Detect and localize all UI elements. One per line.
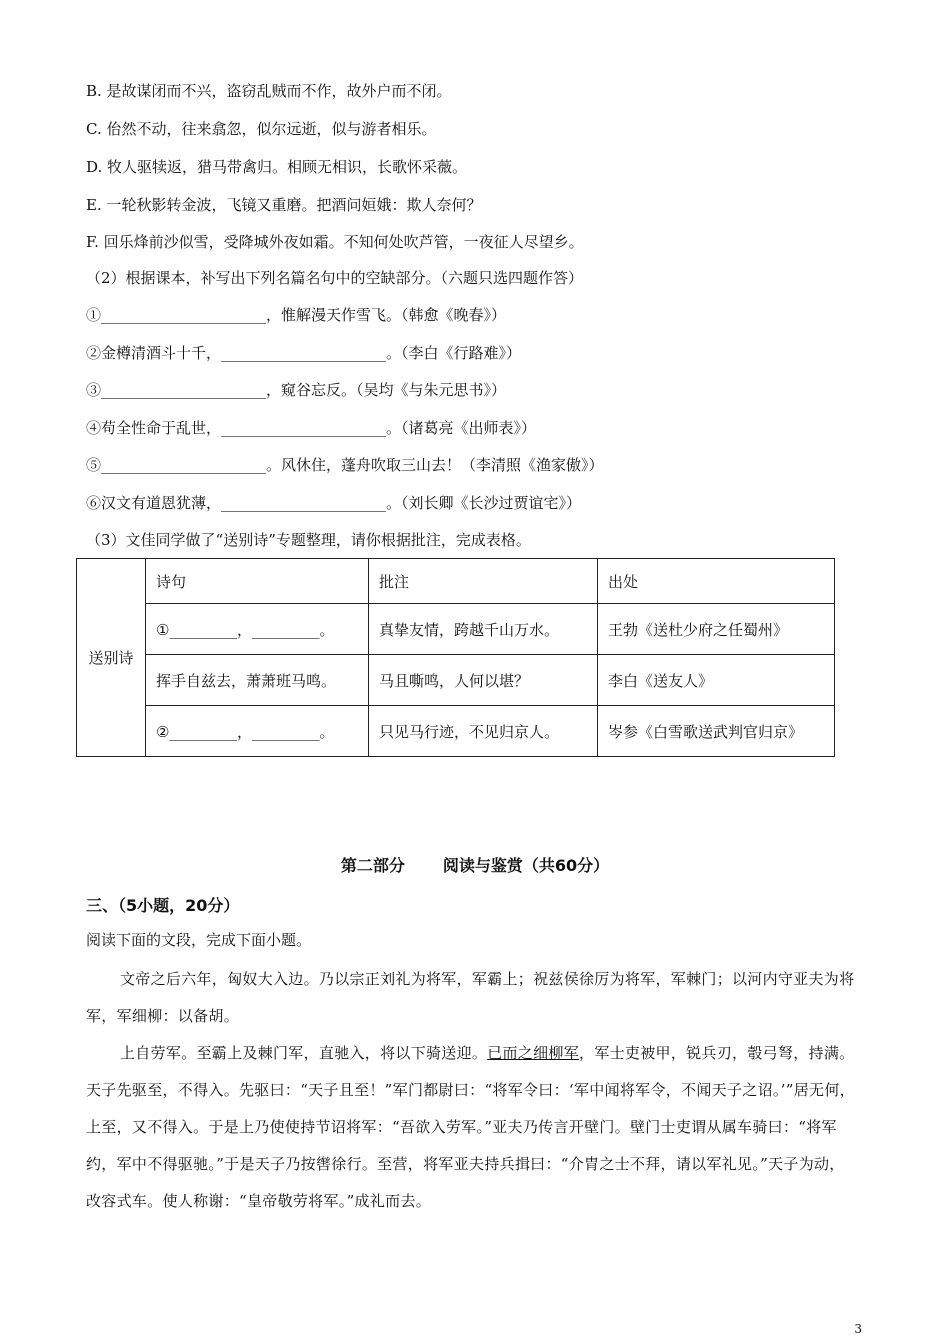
header-note: 批注 <box>369 559 598 604</box>
part-two-heading <box>0 853 950 876</box>
note-cell: 只见马行迹，不见归京人。 <box>369 706 598 757</box>
source-cell: 岑参《白雪歌送武判官归京》 <box>598 706 835 757</box>
note-cell: 真挚友情，跨越千山万水。 <box>369 604 598 655</box>
source-cell: 王勃《送杜少府之任蜀州》 <box>598 604 835 655</box>
para2-rest: ，军士吏被甲，锐兵刃，彀弓弩，持满。天子先驱至，不得入。先驱曰：“天子且至！”军门都尉曰：“将军令曰：‘军中闻将军令，不闻天子之诏。’”居无何，上至，又不得入。于是上乃使使持节诏将军：“吾欲入劳军。”亚夫乃传言开壁门。壁门士吏谓从属车骑曰：“将军约，军中不得驱驰。”于是天子乃按辔徐行。至营，将军亚夫持兵揖曰：“介胄之士不拜，请以军礼见。”天子为动，改容式车。使人称谢：“皇帝敬劳将军。”成礼而去。 <box>86 1044 855 1210</box>
q2-intro: （2）根据课本，补写出下列名篇名句中的空缺部分。（六题只选四题作答） <box>86 269 584 287</box>
option-b: B. 是故谋闭而不兴，盗窃乱贼而不作，故外户而不闭。 <box>86 82 452 100</box>
underlined-phrase: 已而之细柳军 <box>487 1044 580 1062</box>
section-three-title: 三、（5小题，20分） <box>86 896 240 915</box>
q3-intro: （3）文佳同学做了“送别诗”专题整理，请你根据批注，完成表格。 <box>86 531 531 549</box>
poem-cell: ①_________，_________。 <box>146 604 369 655</box>
table-row <box>77 604 835 655</box>
table-header-row <box>77 559 835 604</box>
option-e: E. 一轮秋影转金波，飞镜又重磨。把酒问姮娥：欺人奈何？ <box>86 196 482 214</box>
part-two-subtitle: 阅读与鉴赏（共60分） <box>442 856 610 875</box>
header-source: 出处 <box>598 559 835 604</box>
side-label: 送别诗 <box>77 559 146 757</box>
page-number: 3 <box>854 1322 862 1336</box>
q2-item-5: ⑤______________________。风休住，蓬舟吹取三山去！（李清照《渔家傲》） <box>86 456 604 474</box>
option-c: C. 佁然不动，往来翕忽，似尔远逝，似与游者相乐。 <box>86 120 437 138</box>
passage-paragraph-2 <box>86 1035 858 1220</box>
table-row <box>77 706 835 757</box>
part-two-label: 第二部分 <box>340 856 405 875</box>
farewell-poems-table-wrap <box>76 558 834 757</box>
poem-cell: 挥手自兹去，萧萧班马鸣。 <box>146 655 369 706</box>
note-cell: 马且嘶鸣，人何以堪？ <box>369 655 598 706</box>
source-cell: 李白《送友人》 <box>598 655 835 706</box>
passage-paragraph-1: 文帝之后六年，匈奴大入边。乃以宗正刘礼为将军，军霸上；祝兹侯徐厉为将军，军棘门；以河内守亚夫为将军，军细柳：以备胡。 <box>86 970 855 1025</box>
table-row <box>77 655 835 706</box>
option-f: F. 回乐烽前沙似雪，受降城外夜如霜。不知何处吹芦管，一夜征人尽望乡。 <box>86 233 584 251</box>
poem-cell: ②_________，_________。 <box>146 706 369 757</box>
q2-item-6: ⑥汉文有道恩犹薄，______________________。（刘长卿《长沙过贾谊宅》） <box>86 494 582 512</box>
reading-instruction: 阅读下面的文段，完成下面小题。 <box>86 931 312 949</box>
farewell-poems-table <box>76 558 835 757</box>
para2-start: 上自劳军。至霸上及棘门军，直驰入，将以下骑送迎。 <box>120 1044 488 1062</box>
header-poem: 诗句 <box>146 559 369 604</box>
option-d: D. 牧人驱犊返，猎马带禽归。相顾无相识，长歌怀采薇。 <box>86 158 468 176</box>
q2-item-2: ②金樽清酒斗十千，______________________。（李白《行路难》） <box>86 344 522 362</box>
q2-item-3: ③______________________，窥谷忘反。（吴均《与朱元思书》） <box>86 381 507 399</box>
q2-item-4: ④苟全性命于乱世，______________________。（诸葛亮《出师表》） <box>86 419 537 437</box>
q2-item-1: ①______________________，惟解漫天作雪飞。（韩愈《晚春》） <box>86 306 507 324</box>
